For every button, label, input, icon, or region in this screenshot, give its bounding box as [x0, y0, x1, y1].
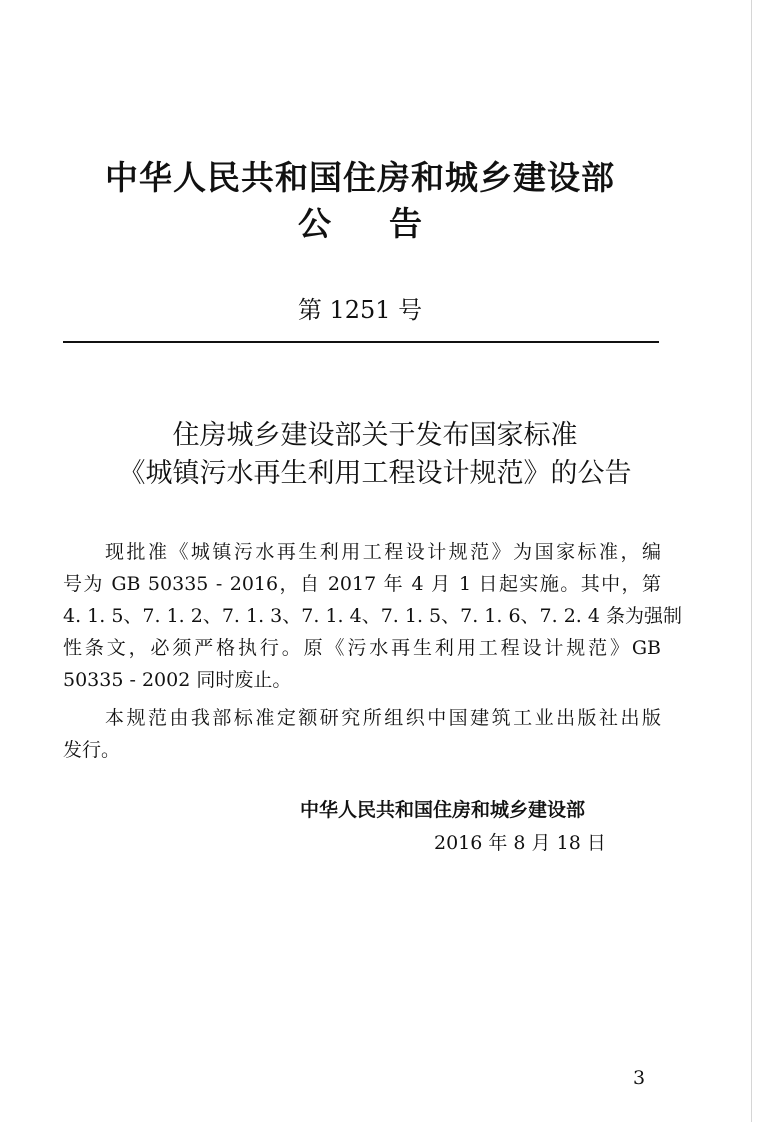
page-number: 3 — [633, 1067, 646, 1089]
body-line: 现批准《城镇污水再生利用工程设计规范》为国家标准，编 — [105, 541, 661, 563]
ministry-title: 中华人民共和国住房和城乡建设部 — [105, 158, 615, 197]
page-edge — [751, 0, 752, 1122]
signature-date: 2016 年 8 月 18 日 — [434, 832, 606, 854]
body-line: 50335 - 2002 同时废止。 — [63, 669, 292, 691]
body-line: 发行。 — [63, 739, 121, 761]
body-line: 4. 1. 5、7. 1. 2、7. 1. 3、7. 1. 4、7. 1. 5、7. 1. 6、7. 2. 4 条为强制 — [63, 605, 683, 627]
signature-organization: 中华人民共和国住房和城乡建设部 — [300, 799, 586, 821]
subject-line-1: 住房城乡建设部关于发布国家标准 — [172, 420, 578, 451]
body-line: 号为 GB 50335 - 2016，自 2017 年 4 月 1 日起实施。其中，第 — [63, 573, 661, 595]
body-line: 本规范由我部标准定额研究所组织中国建筑工业出版社出版 — [105, 707, 661, 729]
notice-number: 第 1251 号 — [297, 296, 423, 324]
header-divider — [63, 341, 659, 343]
notice-title: 公告 — [298, 204, 480, 243]
body-line: 性条文，必须严格执行。原《污水再生利用工程设计规范》GB — [63, 637, 661, 659]
subject-line-2: 《城镇污水再生利用工程设计规范》的公告 — [118, 458, 632, 489]
